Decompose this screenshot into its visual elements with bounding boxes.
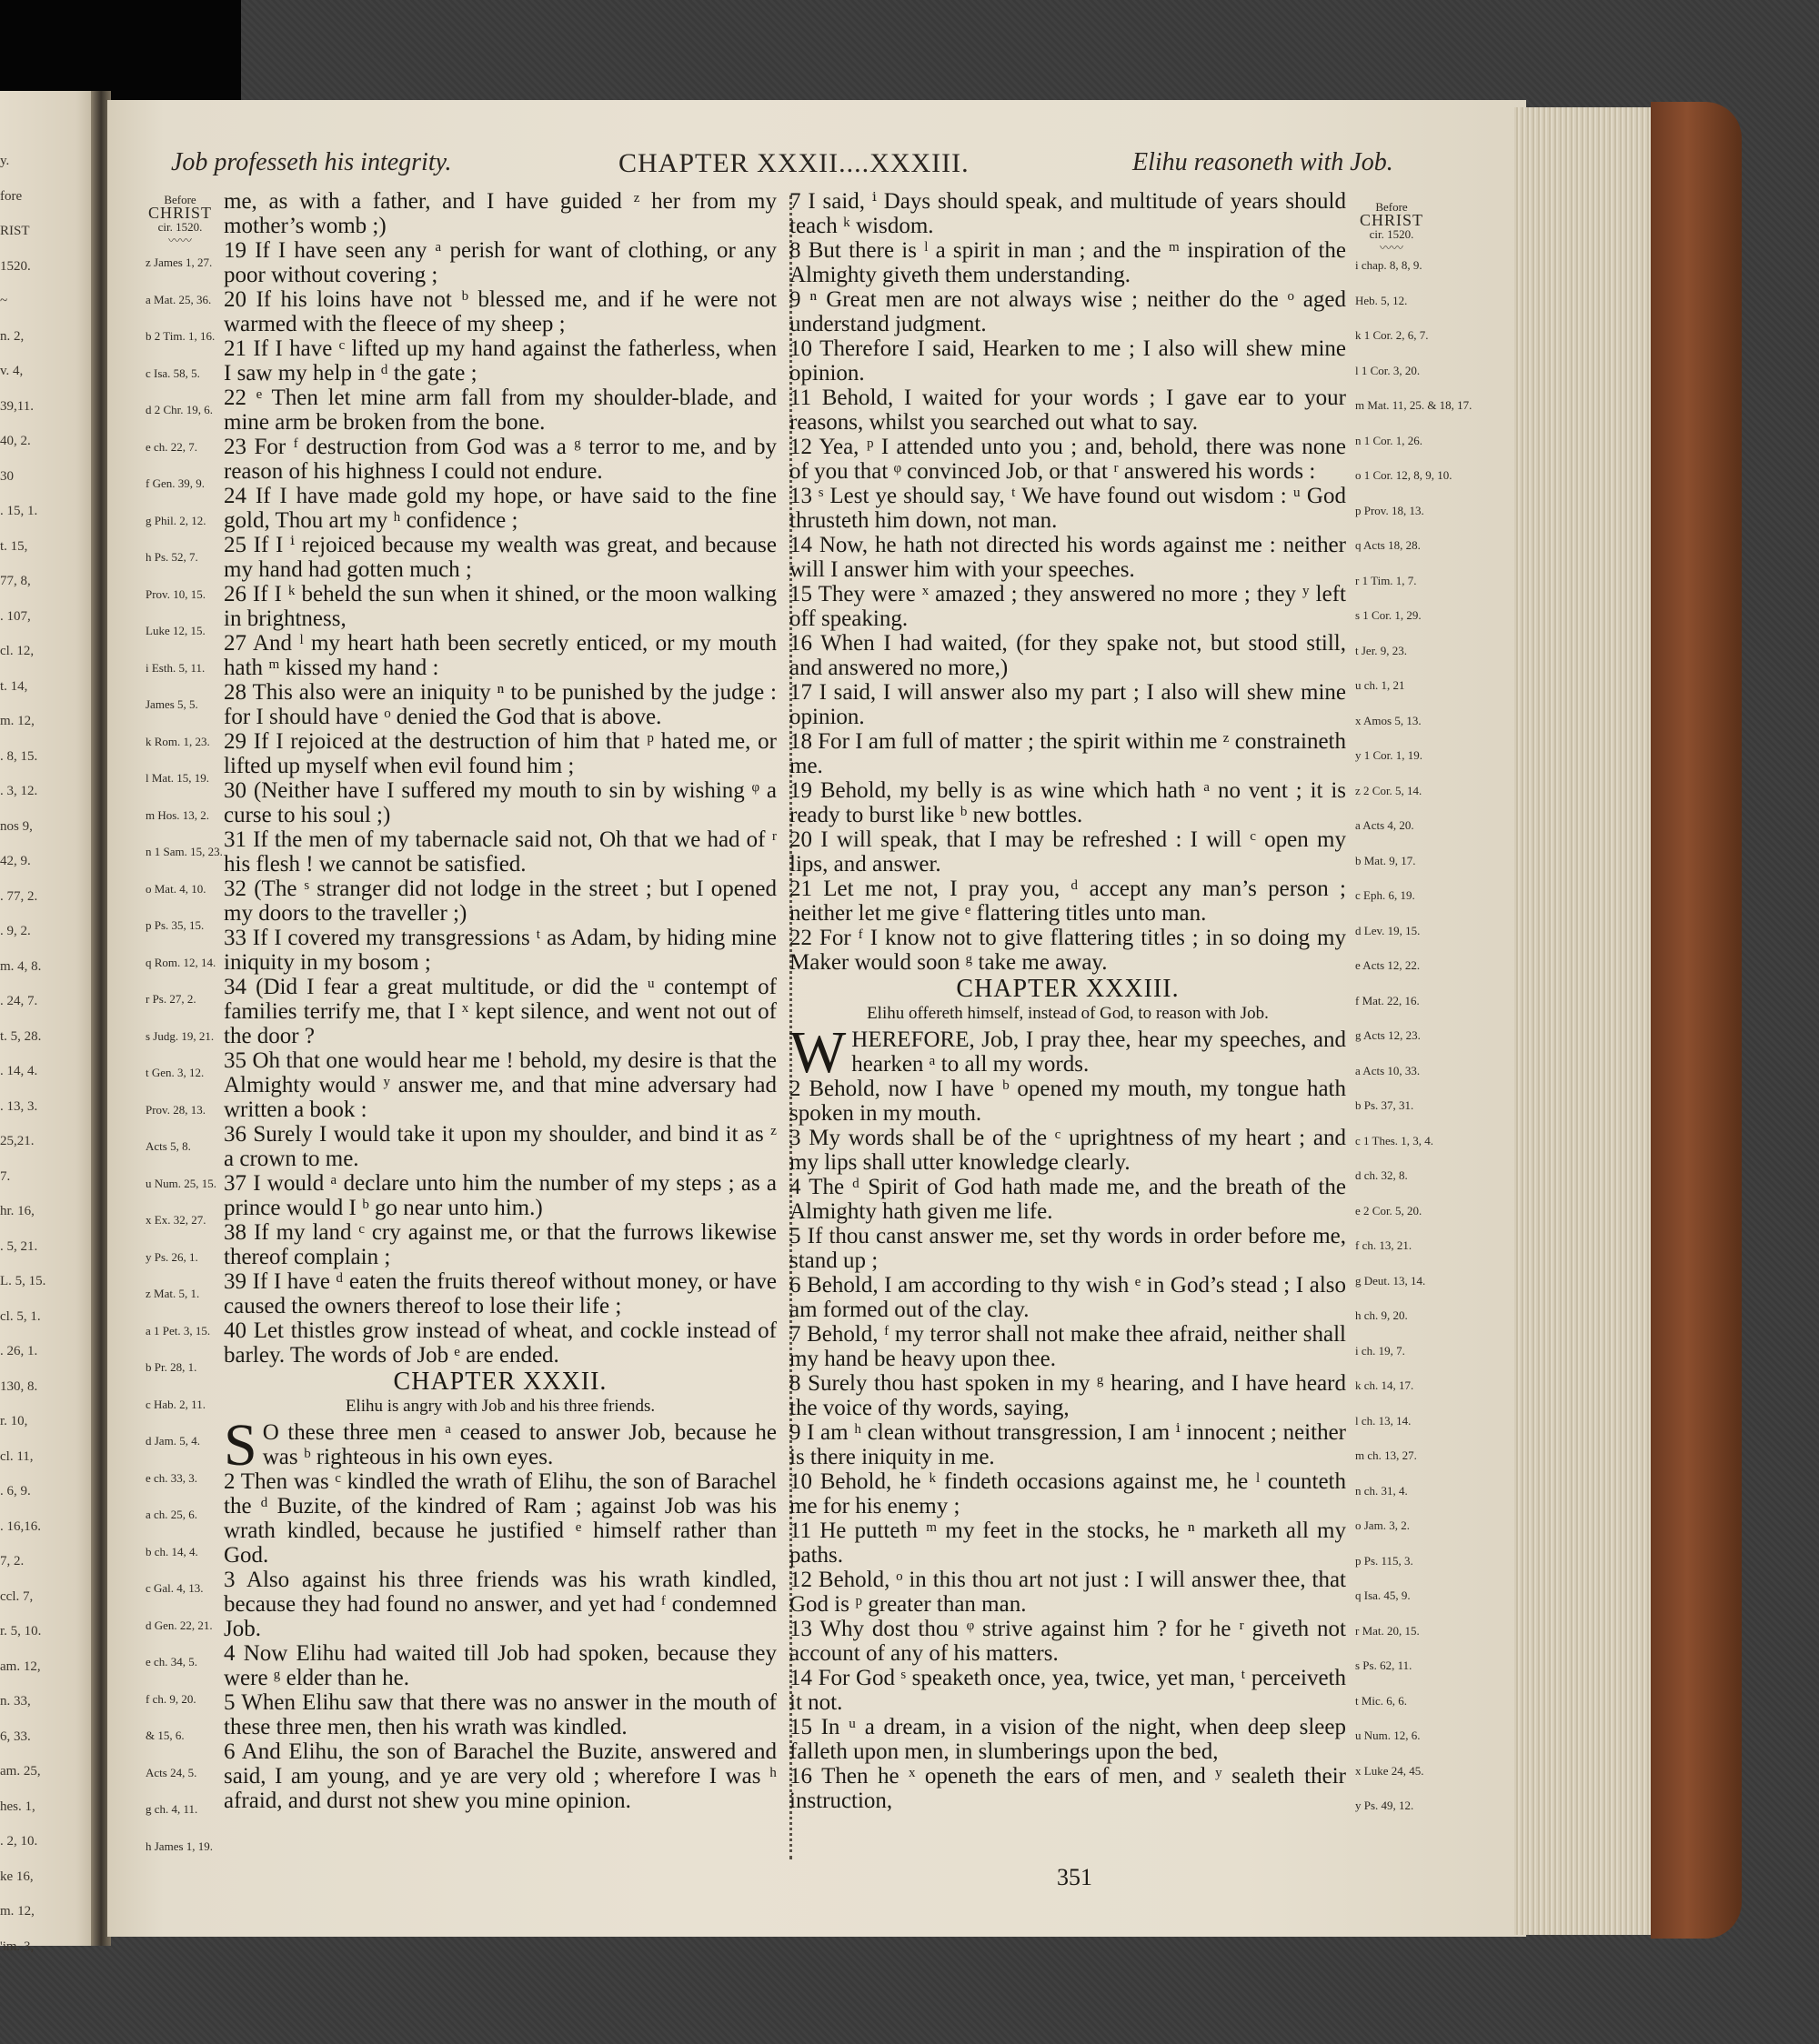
- left-page-fragment: m. 12,: [0, 714, 35, 728]
- margin-reference: m ch. 13, 27.: [1355, 1448, 1417, 1462]
- margin-reference: r 1 Tim. 1, 7.: [1355, 573, 1417, 587]
- margin-reference: e Acts 12, 22.: [1355, 958, 1421, 972]
- margin-reference: James 5, 5.: [146, 697, 198, 711]
- left-page-fragment: am. 12,: [0, 1658, 41, 1674]
- margin-reference: m Hos. 13, 2.: [146, 807, 210, 822]
- margin-reference: t Gen. 3, 12.: [146, 1066, 205, 1079]
- verse: 28 This also were an iniquity ⁿ to be punished by the judge : for I should have ᵒ denied the God that is above.: [224, 680, 777, 729]
- verse: 40 Let thistles grow instead of wheat, and cockle instead of barley. The words of Job ᵉ are ended.: [224, 1318, 777, 1368]
- chapter-summary: Elihu offereth himself, instead of God, to reason with Job.: [867, 1004, 1269, 1023]
- left-page-fragment: 77, 8,: [0, 574, 31, 588]
- verse: 33 If I covered my transgressions ᵗ as Adam, by hiding mine iniquity in my bosom ;: [224, 926, 777, 975]
- margin-reference: l 1 Cor. 3, 20.: [1355, 363, 1421, 377]
- page-number: 351: [1057, 1864, 1092, 1890]
- margin-date-left: [144, 193, 216, 247]
- margin-reference: t Jer. 9, 23.: [1355, 643, 1408, 657]
- verse: 32 (The ˢ stranger did not lodge in the street ; but I opened my doors to the traveller ;): [224, 877, 777, 926]
- verse: 25 If I ⁱ rejoiced because my wealth was great, and because my hand had gotten much ;: [224, 533, 777, 582]
- verse: 5 When Elihu saw that there was no answer in the mouth of these three men, then his wrath was kindled.: [224, 1690, 777, 1739]
- margin-reference: x Ex. 32, 27.: [146, 1213, 206, 1227]
- verse: 39 If I have ᵈ eaten the fruits thereof without money, or have caused the owners thereof to lose their life ;: [224, 1269, 777, 1318]
- left-page-fragment: ke 16,: [0, 1869, 34, 1884]
- verse: 12 Behold, ᵒ in this thou art not just : I will answer thee, that God is ᵖ greater than man.: [789, 1568, 1346, 1617]
- margin-reference: n ch. 31, 4.: [1355, 1483, 1408, 1498]
- verse: 24 If I have made gold my hope, or have said to the fine gold, Thou art my ʰ confidence ;: [224, 484, 777, 533]
- left-page-fragment: 30: [0, 468, 14, 484]
- margin-reference: Luke 12, 15.: [146, 624, 206, 637]
- verse: 9 ⁿ Great men are not always wise ; neither do the ᵒ aged understand judgment.: [789, 287, 1346, 336]
- left-page-fragment: . 3, 12.: [0, 784, 38, 798]
- drop-cap: S: [224, 1412, 257, 1478]
- ornament: 〰〰: [167, 234, 192, 247]
- left-page-fragment: . 13, 3.: [0, 1098, 38, 1114]
- left-page-fragment: nos 9,: [0, 818, 33, 834]
- verse: 14 For God ˢ speaketh once, yea, twice, yet man, ᵗ perceiveth it not.: [789, 1666, 1346, 1715]
- margin-reference: & 15, 6.: [146, 1728, 185, 1742]
- margin-reference: Heb. 5, 12.: [1355, 293, 1408, 307]
- margin-reference: o Mat. 4, 10.: [146, 881, 206, 896]
- running-head-chapter: CHAPTER XXXII....XXXIII.: [618, 148, 970, 178]
- verse: 2 Behold, now I have ᵇ opened my mouth, my tongue hath spoken in my mouth.: [789, 1077, 1346, 1126]
- verse: 22 ᵉ Then let mine arm fall from my shoulder-blade, and mine arm be broken from the bone.: [224, 386, 777, 435]
- verse: 14 Now, he hath not directed his words against me : neither will I answer him with your speeches.: [789, 533, 1346, 582]
- margin-reference: u ch. 1, 21: [1355, 678, 1405, 692]
- margin-reference: Prov. 28, 13.: [146, 1102, 206, 1117]
- running-head-right: Elihu reasoneth with Job.: [1132, 148, 1393, 176]
- margin-reference: y Ps. 26, 1.: [146, 1249, 198, 1264]
- left-page-fragment: . 5, 21.: [0, 1238, 38, 1254]
- verse-text: HEREFORE, Job, I pray thee, hear my speeches, and hearken ᵃ to all my words.: [851, 1027, 1346, 1077]
- margin-reference: l Mat. 15, 19.: [146, 771, 210, 785]
- margin-reference: h ch. 9, 20.: [1355, 1308, 1408, 1322]
- margin-reference: f Mat. 22, 16.: [1355, 993, 1420, 1007]
- margin-reference: g Acts 12, 23.: [1355, 1028, 1421, 1042]
- margin-reference: p Prov. 18, 13.: [1355, 503, 1424, 517]
- verse: 34 (Did I fear a great multitude, or did the ᵘ contempt of families terrify me, that I ˣ kept silence, and went not out of the door ?: [224, 975, 777, 1048]
- margin-reference: e ch. 34, 5.: [146, 1655, 198, 1668]
- verse: 13 Why dost thou ᵠ strive against him ? for he ʳ giveth not account of any of his matters.: [789, 1617, 1346, 1666]
- left-page-fragment: r. 10,: [0, 1414, 28, 1428]
- verse: 19 Behold, my belly is as wine which hath ᵃ no vent ; it is ready to burst like ᵇ new bottles.: [789, 778, 1346, 827]
- verse: 7 I said, ⁱ Days should speak, and multitude of years should teach ᵏ wisdom.: [789, 189, 1346, 238]
- verse: 16 Then he ˣ openeth the ears of men, and ʸ sealeth their instruction,: [789, 1764, 1346, 1813]
- margin-reference: x Amos 5, 13.: [1355, 713, 1422, 727]
- left-page-fragment: ccl. 7,: [0, 1588, 34, 1604]
- verse: 16 When I had waited, (for they spake not, but stood still, and answered no more,): [789, 631, 1346, 680]
- verse: 27 And ˡ my heart hath been secretly enticed, or my mouth hath ᵐ kissed my hand :: [224, 631, 777, 680]
- margin-reference: i chap. 8, 8, 9.: [1355, 258, 1422, 272]
- margin-reference: f ch. 13, 21.: [1355, 1238, 1412, 1252]
- verse: 11 Behold, I waited for your words ; I gave ear to your reasons, whilst you searched out what to say.: [789, 386, 1346, 435]
- margin-reference: d Jam. 5, 4.: [146, 1434, 200, 1448]
- left-page-fragment: v. 4,: [0, 364, 24, 378]
- verse: 20 I will speak, that I may be refreshed : I will ᶜ open my lips, and answer.: [789, 827, 1346, 877]
- verse: 19 If I have seen any ᵃ perish for want of clothing, or any poor without covering ;: [224, 238, 777, 287]
- chapter-heading: CHAPTER XXXIII.: [956, 975, 1180, 1003]
- margin-reference: c Isa. 58, 5.: [146, 366, 200, 380]
- margin-reference: u Num. 25, 15.: [146, 1176, 216, 1190]
- margin-reference: c Gal. 4, 13.: [146, 1581, 204, 1595]
- left-page-fragment: . 2, 10.: [0, 1834, 38, 1849]
- margin-reference: q Rom. 12, 14.: [146, 955, 216, 969]
- christ-label: CHRIST: [147, 204, 212, 222]
- margin-reference: d Lev. 19, 15.: [1355, 923, 1421, 937]
- left-page-fragment: 6, 33.: [0, 1728, 31, 1744]
- margin-reference: Acts 5, 8.: [146, 1139, 191, 1153]
- left-page-fragment: 1520.: [0, 258, 31, 274]
- left-page-fragment: cl. 11,: [0, 1448, 34, 1464]
- left-page-fragment: . 107,: [0, 608, 31, 624]
- margin-reference: g ch. 4, 11.: [146, 1802, 198, 1816]
- margin-reference: u Num. 12, 6.: [1355, 1728, 1421, 1742]
- margin-reference: a Mat. 25, 36.: [146, 292, 212, 306]
- margin-reference: x Luke 24, 45.: [1355, 1763, 1424, 1778]
- margin-reference: g Deut. 13, 14.: [1355, 1273, 1426, 1288]
- verse: 12 Yea, ᵖ I attended unto you ; and, behold, there was none of you that ᵠ convinced Job, or that ʳ answered his words :: [789, 435, 1346, 484]
- chapter-summary: Elihu is angry with Job and his three friends.: [345, 1397, 656, 1416]
- margin-reference: o 1 Cor. 12, 8, 9, 10.: [1355, 468, 1452, 482]
- verse: 15 They were ˣ amazed ; they answered no more ; they ʸ left off speaking.: [789, 582, 1346, 631]
- verse: 31 If the men of my tabernacle said not, Oh that we had of ʳ his flesh ! we cannot be satisfied.: [224, 827, 777, 877]
- margin-reference: q Isa. 45, 9.: [1355, 1588, 1411, 1602]
- verse: 6 And Elihu, the son of Barachel the Buzite, answered and said, I am young, and ye are very old ; wherefore I was ʰ afraid, and durst not shew you mine opinion.: [224, 1739, 777, 1813]
- margin-reference: i Esth. 5, 11.: [146, 660, 206, 675]
- left-page-fragment: hr. 16,: [0, 1204, 35, 1218]
- text-column-left: [224, 189, 777, 1813]
- ornament: 〰〰: [1379, 241, 1403, 255]
- verse: 22 For ᶠ I know not to give flattering titles ; in so doing my Maker would soon ᵍ take me away.: [789, 926, 1346, 975]
- left-page-fragment: y.: [0, 154, 10, 168]
- margin-reference: b ch. 14, 4.: [146, 1544, 198, 1558]
- margin-reference: f Gen. 39, 9.: [146, 476, 205, 490]
- year-label: cir. 1520.: [157, 220, 203, 234]
- margin-reference: s Ps. 62, 11.: [1355, 1658, 1412, 1672]
- left-page-fragment: t. 14,: [0, 678, 28, 694]
- verse: 8 But there is ˡ a spirit in man ; and the ᵐ inspiration of the Almighty giveth them understanding.: [789, 238, 1346, 287]
- margin-reference: y 1 Cor. 1, 19.: [1355, 748, 1423, 762]
- left-page-fragment: m. 4, 8.: [0, 958, 42, 974]
- margin-reference: a Acts 10, 33.: [1355, 1063, 1421, 1077]
- margin-reference: a Acts 4, 20.: [1355, 818, 1414, 832]
- margin-reference: c 1 Thes. 1, 3, 4.: [1355, 1133, 1434, 1147]
- verse: 36 Surely I would take it upon my shoulder, and bind it as ᶻ a crown to me.: [224, 1122, 777, 1171]
- verse: 3 Also against his three friends was his wrath kindled, because they had found no answer, and yet had ᶠ condemned Job.: [224, 1568, 777, 1641]
- left-page-fragment: t. 15,: [0, 538, 28, 554]
- margin-reference: l ch. 13, 14.: [1355, 1413, 1412, 1428]
- margin-reference: a ch. 25, 6.: [146, 1508, 198, 1521]
- left-page-fragment: 42, 9.: [0, 854, 31, 868]
- left-page-fragment: . 6, 9.: [0, 1484, 31, 1498]
- verse: 15 In ᵘ a dream, in a vision of the night, when deep sleep falleth upon men, in slumberings upon the bed,: [789, 1715, 1346, 1764]
- margin-reference: d ch. 32, 8.: [1355, 1168, 1408, 1182]
- margin-reference: e 2 Cor. 5, 20.: [1355, 1203, 1422, 1217]
- left-page-fragment: n. 33,: [0, 1694, 31, 1708]
- drop-cap: W: [789, 1019, 847, 1086]
- margin-reference: t Mic. 6, 6.: [1355, 1693, 1408, 1708]
- margin-reference: f ch. 9, 20.: [146, 1691, 196, 1706]
- left-page-fragment: 130, 8.: [0, 1378, 38, 1394]
- verse: 2 Then was ᶜ kindled the wrath of Elihu, the son of Barachel the ᵈ Buzite, of the kindred of Ram ; against Job was his wrath kindled, because he justified ᵉ himself rather than God.: [224, 1469, 777, 1568]
- margin-reference: p Ps. 35, 15.: [146, 918, 205, 932]
- left-page-fragment: 7.: [0, 1168, 11, 1184]
- margin-reference: q Acts 18, 28.: [1355, 538, 1421, 552]
- margin-reference: i ch. 19, 7.: [1355, 1343, 1405, 1358]
- verse: 35 Oh that one would hear me ! behold, my desire is that the Almighty would ʸ answer me, and that mine adversary had written a book :: [224, 1048, 777, 1122]
- christ-label: CHRIST: [1359, 211, 1423, 229]
- verse: 8 Surely thou hast spoken in my ᵍ hearing, and I have heard the voice of thy words, saying,: [789, 1371, 1346, 1420]
- margin-reference: k ch. 14, 17.: [1355, 1378, 1414, 1392]
- margin-reference: b Mat. 9, 17.: [1355, 853, 1416, 867]
- book-cover-edge: [1651, 102, 1742, 1939]
- verse: 9 I am ʰ clean without transgression, I am ⁱ innocent ; neither is there iniquity in me.: [789, 1420, 1346, 1469]
- left-page-fragment: 7, 2.: [0, 1554, 25, 1568]
- left-page-fragment: 39,11.: [0, 398, 34, 414]
- running-head-left: Job professeth his integrity.: [171, 148, 452, 176]
- left-page-fragment: n. 2,: [0, 328, 25, 344]
- verse: 5 If thou canst answer me, set thy words in order before me, stand up ;: [789, 1224, 1346, 1273]
- verse: 4 Now Elihu had waited till Job had spoken, because they were ᵍ elder than he.: [224, 1641, 777, 1690]
- left-page-fragment: ~: [0, 294, 8, 308]
- margin-reference: Acts 24, 5.: [146, 1765, 197, 1779]
- margin-reference: m Mat. 11, 25. & 18, 17.: [1355, 398, 1472, 412]
- margin-reference: s 1 Cor. 1, 29.: [1355, 608, 1422, 622]
- verse: 3 My words shall be of the ᶜ uprightness of my heart ; and my lips shall utter knowledge clearly.: [789, 1126, 1346, 1175]
- margin-reference: c Eph. 6, 19.: [1355, 888, 1415, 902]
- year-label: cir. 1520.: [1369, 227, 1414, 241]
- margin-date-right: [1355, 200, 1428, 255]
- margin-reference: r Mat. 20, 15.: [1355, 1623, 1420, 1638]
- verse: 13 ˢ Lest ye should say, ᵗ We have found out wisdom : ᵘ God thrusteth him down, not man.: [789, 484, 1346, 533]
- left-page-fragment: cl. 12,: [0, 644, 35, 658]
- left-page-edge: [0, 91, 102, 1954]
- left-page-fragment: . 77, 2.: [0, 888, 38, 904]
- margin-reference: o Jam. 3, 2.: [1355, 1518, 1410, 1532]
- margin-reference: b Pr. 28, 1.: [146, 1360, 197, 1374]
- text-column-right: [789, 189, 1346, 1813]
- verse-1: [789, 1019, 1346, 1086]
- left-page-fragment: . 15, 1.: [0, 504, 38, 518]
- left-page-fragment: r. 5, 10.: [0, 1624, 42, 1638]
- left-page-fragment: am. 25,: [0, 1764, 41, 1778]
- left-page-fragment: RIST: [0, 224, 30, 238]
- left-page-fragment: . 8, 15.: [0, 748, 38, 764]
- verse: 30 (Neither have I suffered my mouth to sin by wishing ᵠ a curse to his soul ;): [224, 778, 777, 827]
- margin-reference: a 1 Pet. 3, 15.: [146, 1323, 211, 1338]
- margin-reference: p Ps. 115, 3.: [1355, 1553, 1413, 1568]
- left-page-fragment: 40, 2.: [0, 434, 31, 448]
- left-page-fragment: t. 5, 28.: [0, 1028, 42, 1044]
- left-page-fragment: L. 5, 15.: [0, 1274, 46, 1288]
- left-page-fragment: cl. 5, 1.: [0, 1308, 41, 1324]
- margin-reference: Prov. 10, 15.: [146, 586, 206, 601]
- verse: 37 I would ᵃ declare unto him the number of my steps ; as a prince would I ᵇ go near unto him.): [224, 1171, 777, 1220]
- left-page-fragment: 25,21.: [0, 1134, 35, 1148]
- margin-reference: d 2 Chr. 19, 6.: [146, 403, 214, 416]
- margin-reference: k 1 Cor. 2, 6, 7.: [1355, 328, 1429, 342]
- verse: 10 Behold, he ᵏ findeth occasions against me, he ˡ counteth me for his enemy ;: [789, 1469, 1346, 1518]
- margin-reference: n 1 Cor. 1, 26.: [1355, 433, 1423, 447]
- left-page-fragment: m. 12,: [0, 1904, 35, 1919]
- verse: 29 If I rejoiced at the destruction of him that ᵖ hated me, or lifted up myself when evil found him ;: [224, 729, 777, 778]
- margin-reference: z Mat. 5, 1.: [146, 1287, 200, 1300]
- before-label: Before: [1375, 200, 1408, 214]
- before-label: Before: [164, 193, 196, 206]
- verse: 18 For I am full of matter ; the spirit within me ᶻ constraineth me.: [789, 729, 1346, 778]
- verse: 23 For ᶠ destruction from God was a ᵍ terror to me, and by reason of his highness I could not endure.: [224, 435, 777, 484]
- left-page-fragment: . 9, 2.: [0, 924, 31, 938]
- margin-reference: s Judg. 19, 21.: [146, 1028, 215, 1043]
- verse: 10 Therefore I said, Hearken to me ; I also will shew mine opinion.: [789, 336, 1346, 386]
- margin-reference: d Gen. 22, 21.: [146, 1618, 213, 1632]
- left-page-fragment: . 24, 7.: [0, 994, 38, 1008]
- verse-text: O these three men ᵃ ceased to answer Job, because he was ᵇ righteous in his own eyes.: [262, 1420, 777, 1469]
- left-page-fragment: hes. 1,: [0, 1799, 35, 1814]
- verse: 20 If his loins have not ᵇ blessed me, and if he were not warmed with the fleece of my sheep ;: [224, 287, 777, 336]
- margin-reference: y Ps. 49, 12.: [1355, 1799, 1414, 1812]
- margin-reference: h Ps. 52, 7.: [146, 550, 198, 564]
- verse: 7 Behold, ᶠ my terror shall not make thee afraid, neither shall my hand be heavy upon thee.: [789, 1322, 1346, 1371]
- left-page-fragment: 'im. 3,: [0, 1939, 35, 1954]
- margin-reference: e ch. 22, 7.: [146, 439, 198, 454]
- verse: 26 If I ᵏ beheld the sun when it shined, or the moon walking in brightness,: [224, 582, 777, 631]
- margin-reference: c Hab. 2, 11.: [146, 1397, 206, 1411]
- verse: 11 He putteth ᵐ my feet in the stocks, he ⁿ marketh all my paths.: [789, 1518, 1346, 1568]
- verse: 17 I said, I will answer also my part ; I also will shew mine opinion.: [789, 680, 1346, 729]
- left-page-fragment: . 26, 1.: [0, 1344, 38, 1358]
- verse: 6 Behold, I am according to thy wish ᵉ in God’s stead ; I also am formed out of the clay.: [789, 1273, 1346, 1322]
- margin-reference: z James 1, 27.: [146, 256, 213, 269]
- left-page-fragment: . 14, 4.: [0, 1064, 38, 1078]
- left-page-fragment: . 16,16.: [0, 1518, 41, 1534]
- verse: 21 Let me not, I pray you, ᵈ accept any man’s person ; neither let me give ᵉ flattering titles unto man.: [789, 877, 1346, 926]
- margin-reference: e ch. 33, 3.: [146, 1470, 198, 1485]
- left-page-fragment: fore: [0, 188, 23, 204]
- margin-reference: h James 1, 19.: [146, 1839, 214, 1853]
- verse: me, as with a father, and I have guided ᶻ her from my mother’s womb ;): [224, 189, 777, 238]
- verse: 38 If my land ᶜ cry against me, or that the furrows likewise thereof complain ;: [224, 1220, 777, 1269]
- margin-reference: n 1 Sam. 15, 23.: [146, 845, 223, 858]
- margin-reference: k Rom. 1, 23.: [146, 734, 210, 748]
- margin-reference: g Phil. 2, 12.: [146, 513, 206, 527]
- chapter-heading: CHAPTER XXXII.: [393, 1368, 608, 1396]
- verse: 4 The ᵈ Spirit of God hath made me, and the breath of the Almighty hath given me life.: [789, 1175, 1346, 1224]
- verse-1: [224, 1412, 777, 1478]
- margin-reference: b Ps. 37, 31.: [1355, 1098, 1414, 1112]
- margin-reference: z 2 Cor. 5, 14.: [1355, 783, 1422, 797]
- margin-reference: r Ps. 27, 2.: [146, 992, 196, 1006]
- verse: 21 If I have ᶜ lifted up my hand against the fatherless, when I saw my help in ᵈ the gate ;: [224, 336, 777, 386]
- margin-reference: b 2 Tim. 1, 16.: [146, 329, 216, 343]
